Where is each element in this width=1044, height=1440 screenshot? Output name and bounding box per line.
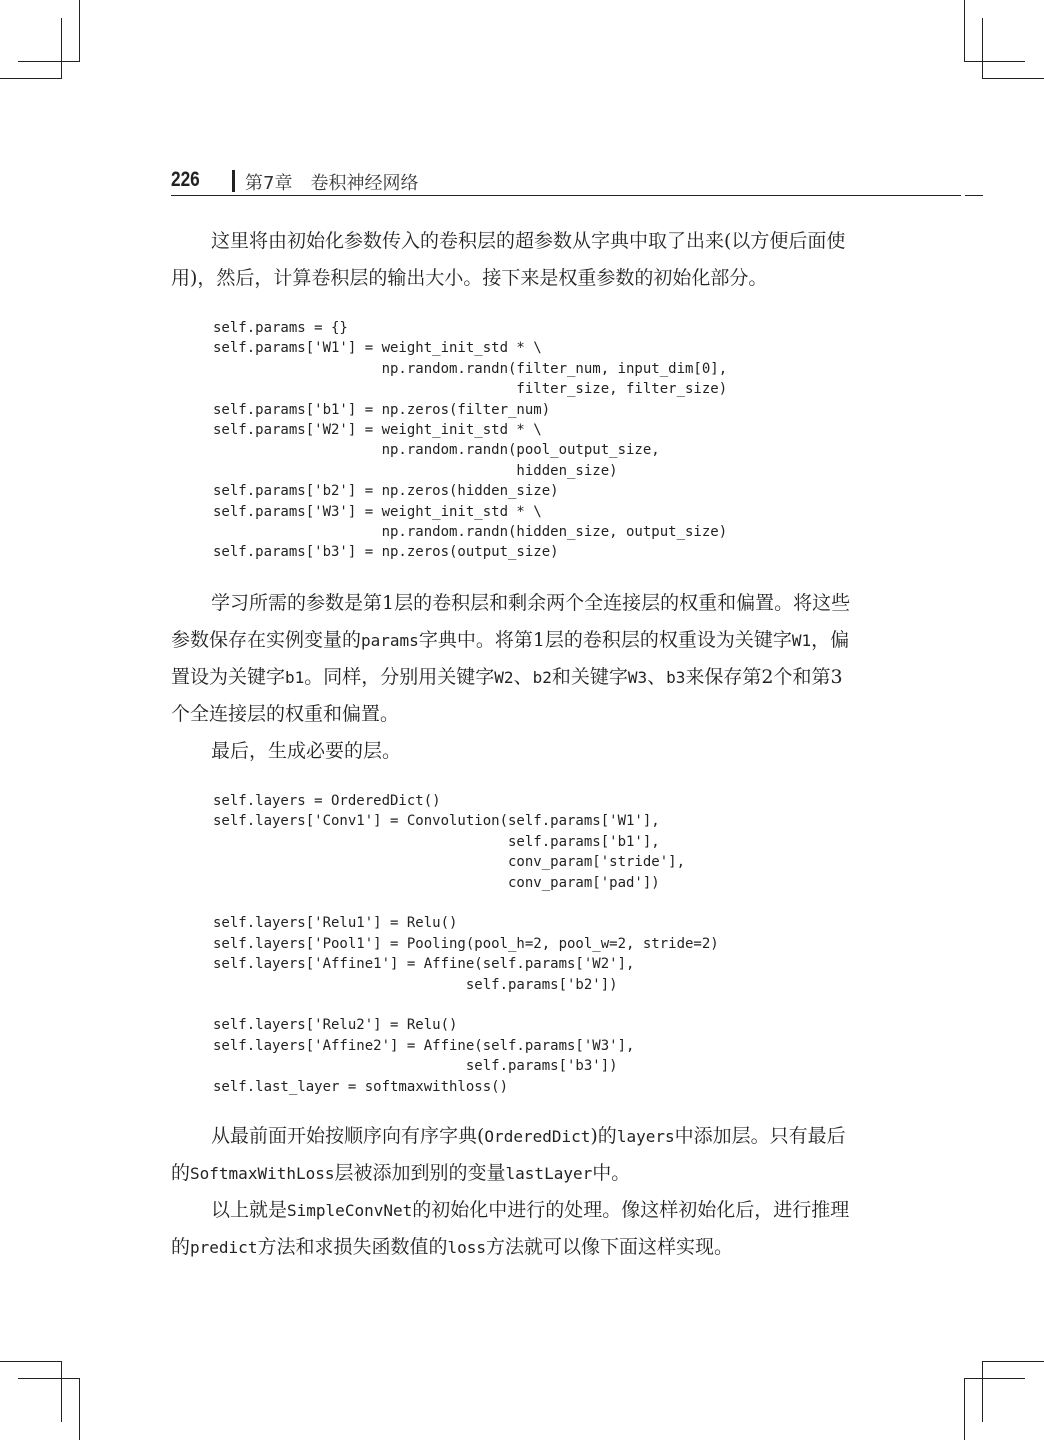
- text-span: 来保存第2个和第3个全连接层的权重和偏置。: [171, 666, 843, 725]
- crop-mark: [982, 1361, 1044, 1362]
- paragraph-summary: [171, 1192, 851, 1266]
- text-span: ，偏置设为关键字: [171, 629, 850, 688]
- chapter-title: 第7章 卷积神经网络: [245, 173, 419, 194]
- crop-mark: [61, 1362, 62, 1422]
- inline-code: b3: [666, 668, 686, 687]
- text-span: 方法就可以像下面这样实现。: [486, 1236, 734, 1258]
- inline-code: W2: [494, 668, 514, 687]
- crop-mark: [964, 1378, 965, 1440]
- paragraph-layers-intro: 最后，生成必要的层。: [211, 740, 402, 762]
- crop-mark: [18, 1378, 79, 1379]
- crop-mark: [79, 0, 80, 62]
- text-span: 的初始化中进行的处理。像这样初始化后，进行推理的: [171, 1199, 850, 1258]
- inline-code: layers: [616, 1127, 675, 1146]
- crop-mark: [79, 1378, 80, 1440]
- paragraph-ordered-dict: [171, 1118, 851, 1192]
- text-span: 、: [513, 666, 533, 688]
- crop-mark: [982, 18, 983, 78]
- inline-code: W3: [627, 668, 648, 687]
- text-span: 中添加层。只有最后的: [171, 1125, 846, 1184]
- code-block-layers: self.layers = OrderedDict() self.layers['Conv1'] = Convolution(self.params['W1'], self.params['b1'], conv_param['stride'], conv_param['pad']) self.layers['Relu1'] = Relu() self.layers['Pool1'] = Pooling(pool_h=2, pool_w=2, stride=2) self.layers['Affine1'] = Affine(self.params['W2'], self.params['b2']) self.layers['Relu2'] = Relu() self.layers['Affine2'] = Affine(self.params['W3'], self.params['b3']) self.last_layer = softmaxwithloss(): [213, 793, 719, 1095]
- crop-mark: [0, 1361, 62, 1362]
- crop-mark: [964, 1378, 1025, 1379]
- code-block-params: self.params = {} self.params['W1'] = weight_init_std * \ np.random.randn(filter_num, input_dim[0], filter_size, filter_size) self.params['b1'] = np.zeros(filter_num) self.params['W2'] = weight_init_std * \ np.random.randn(pool_output_size, hidden_size) self.params['b2'] = np.zeros(hidden_size) self.params['W3'] = weight_init_std * \ np.random.randn(hidden_size, output_size) self.params['b3'] = np.zeros(output_size): [213, 320, 728, 561]
- inline-code: b1: [285, 668, 305, 687]
- text-span: 、: [647, 666, 667, 688]
- text-span: 中。: [592, 1162, 631, 1184]
- inline-code: lastLayer: [505, 1164, 593, 1183]
- crop-mark: [964, 0, 965, 62]
- inline-code: loss: [447, 1238, 486, 1257]
- text-span: 学习所需的参数是第1层的卷积层和剩余两个全连接层的权重和偏置。将这些参数保存在实例变量的: [171, 592, 851, 651]
- text-span: 方法和求损失函数值的: [257, 1236, 448, 1258]
- header-divider-bar: [232, 170, 235, 192]
- text-span: 。同样，分别用关键字: [304, 666, 495, 688]
- inline-code: b2: [532, 668, 552, 687]
- text-span: 和关键字: [551, 666, 628, 688]
- header-rule-tail: [965, 195, 983, 196]
- text-span: 字典中。将第1层的卷积层的权重设为关键字: [418, 629, 792, 651]
- text-span: )的: [590, 1125, 617, 1147]
- crop-mark: [982, 1362, 983, 1422]
- crop-mark: [982, 78, 1044, 79]
- text-span: 层被添加到别的变量: [334, 1162, 506, 1184]
- text-span: 从最前面开始按顺序向有序字典(: [211, 1125, 485, 1147]
- crop-mark: [964, 61, 1025, 62]
- inline-code: SimpleConvNet: [287, 1201, 413, 1220]
- running-header: [171, 166, 961, 196]
- header-rule: [171, 195, 961, 196]
- page-number: 226: [171, 168, 200, 191]
- inline-code: predict: [190, 1238, 258, 1257]
- crop-mark: [0, 78, 62, 79]
- crop-mark: [18, 61, 79, 62]
- paragraph-params: [171, 585, 851, 733]
- text-span: 以上就是: [211, 1199, 288, 1221]
- paragraph-intro: 这里将由初始化参数传入的卷积层的超参数从字典中取了出来(以方便后面使用)，然后，计算卷积层的输出大小。接下来是权重参数的初始化部分。: [171, 230, 846, 289]
- crop-mark: [61, 18, 62, 78]
- inline-code: params: [361, 631, 419, 650]
- inline-code: OrderedDict: [484, 1127, 591, 1146]
- inline-code: SoftmaxWithLoss: [190, 1164, 335, 1183]
- inline-code: W1: [791, 631, 812, 650]
